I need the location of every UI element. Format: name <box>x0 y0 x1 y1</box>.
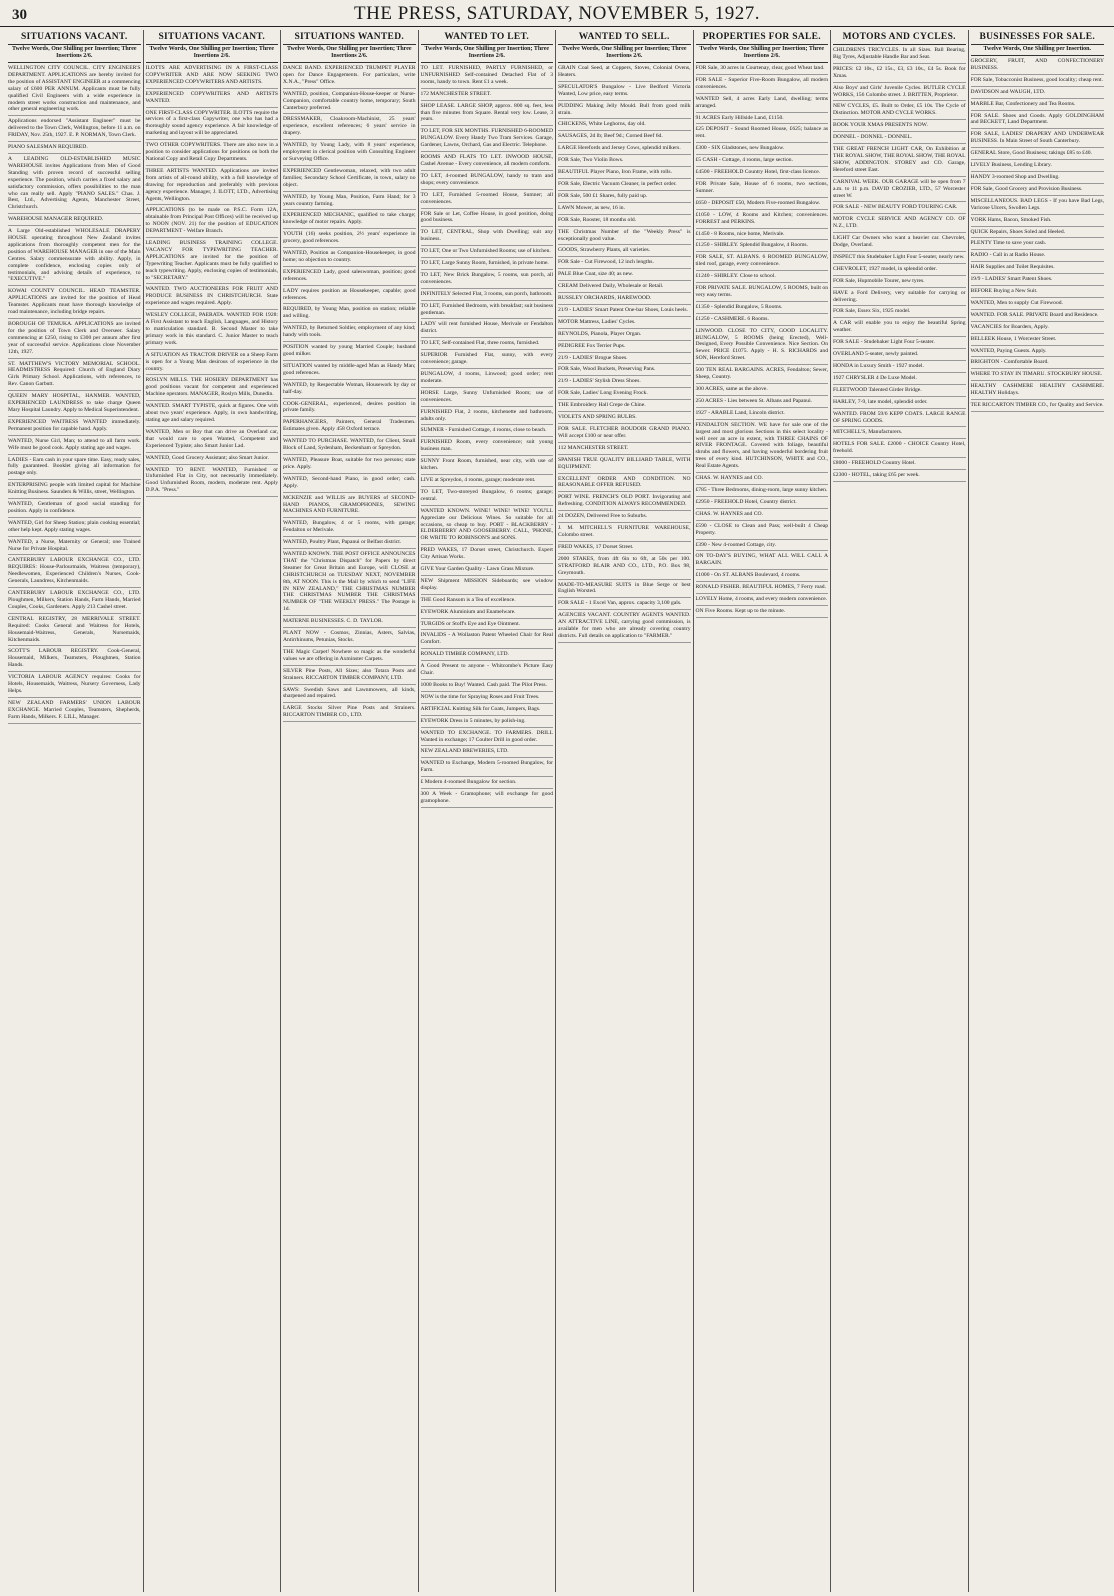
classified-ad: A Large Old-established WHOLESALE DRAPERY HOUSE operating throughout New Zealand invites applications from thoroughly competent men for the position of WAREHOUSE MANAGER in one of the Main Centres. Salary commensurate with ability. Apply, in complete confidence, enclosing copies only of testimonials, and advising details of experience, to "EXECUTIVE." <box>8 226 141 286</box>
classified-ad: PAPERHANGERS, Painters, General Tradesmen. Estimates given. Apply 458 Oxford terrace. <box>283 417 416 436</box>
classified-ad: THE Christmas Number of the "Weekly Press" is exceptionally good value. <box>558 227 691 246</box>
classified-ad: FENDALTON SECTION. WE have for sale one of the largest and most glorious Sections in this select locality - well over an acre in extent, with THREE CHAINS OF RIVER FRONTAGE. Covered with foliage, beautiful shrubs and flowers, and having wonderful bordering fruit trees of every kind. HUTCHINSON, WHITE and CO., Real Estate Agents. <box>696 420 829 473</box>
section-heading: PROPERTIES FOR SALE. <box>696 30 829 45</box>
column-5 <box>556 30 694 1592</box>
section-heading: SITUATIONS WANTED. <box>283 30 416 45</box>
classified-ad: £4500 - FREEHOLD Country Hotel, first-class licence. <box>696 167 829 179</box>
classified-ad: WANTED, a Nurse, Maternity or General; one Trained Nurse for Private Hospital. <box>8 537 141 556</box>
classified-ad: REYNOLDS, Pianola, Player Organ. <box>558 329 691 341</box>
classified-ad: TO LET, CENTRAL, Shop with Dwelling; suit any business. <box>421 227 554 246</box>
classified-ad: SHOP LEASE. LARGE SHOP, approx. 800 sq. feet, less than five minutes from Square. Rental very low. Lease, 3 years. <box>421 101 554 127</box>
classified-ad: GRAIN Coal Seed, at Coppers, Stoves, Colonial Ovens, Heaters. <box>558 63 691 82</box>
classified-ad: £1350 - Splendid Bungalow, 5 Rooms. <box>696 302 829 314</box>
classified-ad: WANTED, position, Companion-House-keeper or Nurse-Companion, comfortable country home, temporary; South Canterbury preferred. <box>283 89 416 115</box>
classified-ad: PLANT NOW - Cosmos, Zinnias, Asters, Salvias, Antirrhinums, Petunias, Stocks. <box>283 628 416 647</box>
classified-ad: TO LET, Furnished Bedroom, with breakfast; suit business gentleman. <box>421 301 554 320</box>
classified-ad: SILVER Pine Posts, All Sizes; also Totara Posts and Strainers. RICCARTON TIMBER COMPANY, LTD. <box>283 666 416 685</box>
classified-ad: THREE ARTISTS WANTED. Applications are invited from artists of all-round ability, with a full knowledge of drawing for reproduction and preferably with previous agency experience. Manager, J. ILOTT, LTD., Advertising Agents, Wellington. <box>146 166 279 206</box>
classified-ad: TO LET. FURNISHED, PARTLY FURNISHED, or UNFURNISHED Self-contained Detached Flat of 3 rooms, handy to town. Rent £1 a week. <box>421 63 554 89</box>
column-3 <box>281 30 419 1592</box>
classified-ad: WANTED, Gentleman of good social standing for position. Apply in confidence. <box>8 499 141 518</box>
classified-ad: ST. MATTHEW'S VICTORY MEMORIAL SCHOOL. HEADMISTRESS Required: Church of England Diary Girls Primary School. Applications, with references, to Rev. Canon Garbutt. <box>8 359 141 392</box>
classified-ad: RONALD FISHER. BEAUTIFUL HOMES, 7 Ferry road. <box>696 582 829 594</box>
classified-ad: MOTOR Mattress, Ladies' Cycles. <box>558 317 691 329</box>
classified-ad: FOR SALE - Studebaker Light Four 5-seater. <box>833 337 966 349</box>
classified-ad: BEAUTIFUL Player Piano, Iron Frame, with rolls. <box>558 167 691 179</box>
classified-ad: WANTED, Position as Companion-Housekeeper, in good home; no objection to country. <box>283 248 416 267</box>
classified-ad: ILOTTS ARE ADVERTISING IN A FIRST-CLASS COPYWRITER AND ARE NOW SEEKING TWO EXPERIENCED COPYWRITERS AND ARTISTS. <box>146 63 279 89</box>
classified-ad: AGENCIES VACANT. COUNTRY AGENTS WANTED. AN ATTRACTIVE LINE, carrying good commission, is available for men who are already covering country districts. Full details on application to "FARMER." <box>558 610 691 643</box>
classified-ad: APPLICATIONS (to be made on P.S.C. Form 12A, obtainable from Principal Post Offices) will be received up to NOON (NOV. 21) for the position of EDUCATION DEPARTMENT - Welfare Branch. <box>146 205 279 238</box>
classified-section <box>696 30 829 618</box>
classified-ad: FOR Sale, 30 acres in Courtenay, clear, good Wheat land. <box>696 63 829 75</box>
classified-ad: £ Modern 4-roomed Bungalow for section. <box>421 777 554 789</box>
classified-ad: TO LET, FOR SIX MONTHS. FURNISHED 6-ROOMED BUNGALOW. Every Handy Two Tram Services. Garage, Gardener, Lawns, Orchard, Gas and Electric. Telephone. <box>421 126 554 152</box>
classified-ad: THE Good Ransom is a Tea of excellence. <box>421 595 554 607</box>
classified-ad: RONALD TIMBER COMPANY, LTD. <box>421 649 554 661</box>
classified-ad: WANTED Sell, 4 acres Early Land, dwelling; terms arranged. <box>696 94 829 113</box>
classified-ad: WANTED TO RENT. WANTED, Furnished or Unfurnished Flat in City, not necessarily immediately. Good Unfurnished Room, modern, moderate rent. Apply D.P.A. "Press." <box>146 465 279 498</box>
classified-columns <box>6 30 1106 1592</box>
classified-ad: THE GREAT FRENCH LIGHT CAR, On Exhibition at THE ROYAL SHOW, THE ROYAL SHOW, THE ROYAL SHOW, ADDINGTON. STOREY and CO. Garage, Hereford street East. <box>833 144 966 177</box>
classified-ad: MATERNE BUSINESSES. C. D. TAYLOR. <box>283 616 416 628</box>
classified-ad: INSPECT this Studebaker Light Four 5-seater, nearly new. <box>833 252 966 264</box>
rate-notice: Twelve Words, One Shilling per Insertion; Three Insertions 2/6. <box>421 45 554 63</box>
classified-ad: EXPERIENCED WAITRESS WANTED immediately. Permanent position for capable hand. Apply. <box>8 417 141 436</box>
classified-ad: THE Embroidery Hall Crepe de Chine. <box>558 400 691 412</box>
classified-ad: RUSSLEY ORCHARDS, HAREWOOD. <box>558 293 691 305</box>
classified-ad: FOR Sale, Good Grocery and Provision Business. <box>971 184 1105 196</box>
classified-ad: BEFORE Buying a New Suit. <box>971 286 1105 298</box>
classified-ad: A Good Present to anyone - Whitcombe's Picture Easy Chair. <box>421 661 554 680</box>
classified-ad: SAUSAGES, 2d lb; Beef 9d.; Corned Beef 6d. <box>558 131 691 143</box>
classified-ad: BOOK YOUR XMAS PRESENTS NOW. <box>833 120 966 132</box>
classified-ad: 21/9 - LADIES' Stylish Dress Shoes. <box>558 376 691 388</box>
classified-ad: CHAS. W. HAYNES and CO. <box>696 473 829 485</box>
classified-ad: WESLEY COLLEGE, PAERATA. WANTED FOR 1928: A First Assistant to teach English, Languages, and History to matriculation standard. B. Second Master to take primary work in this standard. C. Junior Master to teach primary work. <box>146 310 279 350</box>
classified-ad: FOR SALE, ST. ALBANS. 6 ROOMED BUNGALOW, tiled roof, garage, every convenience. <box>696 252 829 271</box>
rate-notice: Twelve Words, One Shilling per Insertion; Three Insertions 2/6. <box>146 45 279 63</box>
classified-ad: 2000 STAKES, from 4ft 6in to 6ft, at 50s per 100. STRATFORD BLAIR AND CO., LTD., P.O. Box 98, Greymouth. <box>558 554 691 580</box>
section-heading: WANTED TO LET. <box>421 30 554 45</box>
column-1 <box>6 30 144 1592</box>
classified-ad: FLEETWOOD Talented Girder Bridge. <box>833 385 966 397</box>
classified-ad: TO LET, Two-storeyed Bungalow, 6 rooms; garage; central. <box>421 487 554 506</box>
classified-section <box>558 30 691 643</box>
classified-ad: £2300 - HOTEL, taking £65 per week. <box>833 470 966 482</box>
classified-ad: WANTED, by Returned Soldier, employment of any kind; handy with tools. <box>283 323 416 342</box>
classified-ad: £1050 - LOW, 4 Rooms and Kitchen; conveniences. FORREST and PERKINS. <box>696 210 829 229</box>
classified-ad: FOR Sale, Hupmobile Tourer, new tyres. <box>833 276 966 288</box>
classified-ad: CANTERBURY LABOUR EXCHANGE CO., LTD. REQUIRES: House-Parlourmaids, Waitress (temporary), Needlewomen, Experienced Children's Nurses, Cook-Generals, Laundress, Kitchenmaids. <box>8 555 141 588</box>
classified-ad: HEALTHY CASHMERE HEALTHY CASHMERE. HEALTHY Holidays. <box>971 381 1105 400</box>
classified-ad: 1000 Books to Buy! Wanted. Cash paid. The Pilot Press. <box>421 680 554 692</box>
classified-ad: 500 TEN REAL BARGAINS. ACRES, Fendalton; Sewer, Sheep, Country. <box>696 365 829 384</box>
classified-ad: QUICK Repairs, Shoes Soled and Heeled. <box>971 227 1105 239</box>
classified-ad: £5 CASH - Cottage, 4 rooms, large section. <box>696 155 829 167</box>
section-heading: BUSINESSES FOR SALE. <box>971 30 1105 45</box>
classified-ad: MARBLE Bar, Confectionery and Tea Rooms. <box>971 99 1105 111</box>
classified-ad: £1250 - CASHMERE. 6 Rooms. <box>696 314 829 326</box>
classified-ad: FOR SALE - Superior Five-Room Bungalow, all modern conveniences. <box>696 75 829 94</box>
classified-ad: WANTED, by Respectable Woman, Housework by day or half-day. <box>283 380 416 399</box>
classified-ad: EXCELLENT ORDER AND CONDITION. NO REASONABLE OFFER REFUSED. <box>558 474 691 493</box>
classified-ad: SCOTT'S LABOUR REGISTRY. Cook-General, Housemaid, Milkers, Teamsters, Ploughmen, Station Hands. <box>8 646 141 672</box>
classified-ad: £1250 - SHIRLEY. Splendid Bungalow, 4 Rooms. <box>696 240 829 252</box>
classified-ad: 21/9 - LADIES' Smart Patent One-bar Shoes, Louis heels. <box>558 305 691 317</box>
classified-ad: NEW CYCLES, £5. Built to Order, £5 10s. The Cycle of Distinction. MOTOR AND CYCLE WORKS. <box>833 101 966 120</box>
masthead <box>0 0 1114 27</box>
classified-ad: LOVELY Home, 4 rooms, and every modern convenience. <box>696 594 829 606</box>
classified-ad: INVALIDS - A Wollaston Patent Wheeled Chair for Real Comfort. <box>421 630 554 649</box>
classified-ad: £390 - New 4-roomed Cottage, city. <box>696 540 829 552</box>
classified-ad: A LEADING OLD-ESTABLISHED MUSIC WAREHOUSE invites Applications from Men of Good Standing with proven record of successful selling experience. The position, which carries a fixed salary and satisfactory commission, offers possibilities to the man who can really sell. Apply "PIANO SALES." Chas. J. Best, Ltd., Advertising Agents, Manchester Street, Christchurch. <box>8 154 141 214</box>
classified-ad: ONE FIRST-CLASS COPYWRITER. ILOTTS require the services of a first-class Copywriter, one who has had a thoroughly sound agency experience. A fair knowledge of marketing and layout will be appreciated. <box>146 108 279 141</box>
classified-ad: SUNNY Front Room, furnished, near city, with use of kitchen. <box>421 456 554 475</box>
classified-ad: CHEVROLET, 1927 model, in splendid order. <box>833 264 966 276</box>
classified-ad: 300 ACRES, same as the above. <box>696 384 829 396</box>
classified-ad: LIVE at Spreydon, 4 rooms, garage; moderate rent. <box>421 475 554 487</box>
classified-ad: 91 ACRES Early Hillside Land, £1150. <box>696 113 829 125</box>
classified-ad: ON TO-DAY'S BUYING, WHAT ALL WILL CALL A BARGAIN. <box>696 551 829 570</box>
classified-ad: FOR Sale, Tobacconist Business, good locality; cheap rent. <box>971 75 1105 87</box>
classified-ad: WANTED. FROM 59/6 KEPP COATS. LARGE RANGE OF SPRING GOODS. <box>833 409 966 428</box>
rate-notice: Twelve Words, One Shilling per Insertion; Three Insertions 2/6. <box>558 45 691 63</box>
classified-ad: ON Five Rooms. Kept up to the minute. <box>696 606 829 618</box>
classified-ad: VICTORIA LABOUR AGENCY requires: Cooks for Hotels, Housemaids, Waitress, Nursery Governess, Lady Helps. <box>8 672 141 698</box>
classified-ad: MCKENZIE and WILLIS are BUYERS of SECOND-HAND PIANOS, GRAMOPHONES, SEWING MACHINES AND FURNITURE. <box>283 493 416 519</box>
classified-ad: HAVE a Ford Delivery, very suitable for carrying or delivering. <box>833 288 966 307</box>
classified-ad: FURNISHED Room, every convenience; suit young business man. <box>421 437 554 456</box>
classified-ad: FOR Sale, Electric Vacuum Cleaner, in perfect order. <box>558 179 691 191</box>
classified-ad: WANTED TO PURCHASE. WANTED, for Client, Small Block of Land, Sydenham, Beckenham or Spreydon. <box>283 436 416 455</box>
classified-ad: WANTED, Girl for Sheep Station; plain cooking essential; other help kept. Apply stating wages. <box>8 518 141 537</box>
classified-ad: FOR Sale, 500 £1 Shares, fully paid up. <box>558 191 691 203</box>
classified-ad: WANTED to Exchange, Modern 5-roomed Bungalow, for Farm. <box>421 758 554 777</box>
classified-ad: YOUTH (16) seeks position, 2½ years' experience in grocery, good references. <box>283 229 416 248</box>
classified-section <box>971 30 1105 412</box>
classified-ad: MISCELLANEOUS. BAD LEGS - If you have Bad Legs, Varicose Ulcers, Swollen Legs. <box>971 196 1105 215</box>
classified-ad: PRED WAKES, 17 Dorset street, Christchurch. Expert City Artisan Works. <box>421 545 554 564</box>
classified-ad: £785 - Three Bedrooms, dining-room, large sunny kitchen. <box>696 485 829 497</box>
classified-ad: FOR SALE - NEW BEAUTY FORD TOURING CAR. <box>833 202 966 214</box>
classified-ad: 300 A Week - Gramophone; will exchange for good gramophone. <box>421 789 554 808</box>
rate-notice: Twelve Words, One Shilling per Insertion; Three Insertions 2/6. <box>8 45 141 63</box>
section-heading: SITUATIONS VACANT. <box>8 30 141 45</box>
classified-ad: NEW Shipment MISSION Sideboards; see window display. <box>421 576 554 595</box>
classified-ad: HORSE Large, Sunny Unfurnished Room; use of conveniences. <box>421 388 554 407</box>
classified-ad: 19/9 - LADIES' Smart Patent Shoes. <box>971 274 1105 286</box>
classified-ad: SITUATION wanted by middle-aged Man as Handy Man; good references. <box>283 361 416 380</box>
classified-ad: KOWAI COUNTY COUNCIL. HEAD TEAMSTER. APPLICATIONS are invited for the position of Head Teamster. Applicants must have thorough knowledge of road maintenance, including bridge repairs. <box>8 286 141 319</box>
classified-ad: WANTED, Men or Boy that can drive an Overland car, that would care to open Wanted, Competent and Experienced Typiste; also Smart Junior Lad. <box>146 427 279 453</box>
classified-ad: WANTED, Pleasure Boat, suitable for two persons; state price. Apply. <box>283 455 416 474</box>
classified-ad: WANTED. TWO AUCTIONEERS FOR FRUIT AND PRODUCE BUSINESS IN CHRISTCHURCH. State experience and wages required. Apply. <box>146 284 279 310</box>
classified-ad: HAIR Supplies and Toilet Requisites. <box>971 262 1105 274</box>
classified-ad: EYEWORK Aluminium and Enamelware. <box>421 607 554 619</box>
classified-ad: CHILDREN'S TRICYCLES. In all Sizes. Ball Bearing, Big Tyres, Adjustable Handle Bar and Seat. <box>833 45 966 64</box>
classified-ad: VACANCIES for Boarders, Apply. <box>971 322 1105 334</box>
classified-ad: ROOMS AND FLATS TO LET. INWOOD HOUSE, Cashel Avenue - Every convenience, all modern comforts. <box>421 152 554 171</box>
classified-ad: GIVE Your Garden Quality - Lawn Grass Mixture. <box>421 564 554 576</box>
classified-ad: WANTED, by Young Man, Position, Farm Hand; for 3 years country farming. <box>283 192 416 211</box>
classified-ad: THE Magic Carpet! Nowhere so magic as the wonderful values we are offering in Axminster Carpets. <box>283 647 416 666</box>
classified-ad: A CAR will enable you to enjoy the beautiful Spring weather. <box>833 318 966 337</box>
classified-ad: NEW ZEALAND FARMERS' UNION LABOUR EXCHANGE. Married Couples, Teamsters, Shepherds, Farm Hands, Milkers. F. LILL, Manager. <box>8 698 141 724</box>
classified-ad: £2950 - FREEHOLD Hotel, Country district. <box>696 497 829 509</box>
classified-ad: PRICES: £2 10s., £2 15s., £3, £3 10s., £4 5s. Book for Xmas. <box>833 64 966 83</box>
classified-ad: £8000 - FREEHOLD Country Hotel. <box>833 458 966 470</box>
classified-ad: LIVELY Business, Lending Library. <box>971 160 1105 172</box>
classified-ad: PALE Blue Coat, size 40; as new. <box>558 269 691 281</box>
classified-ad: TO LET, Furnished 5-roomed House, Sumner; all conveniences. <box>421 190 554 209</box>
column-2 <box>144 30 282 1592</box>
classified-ad: FOR Sale, Essex Six, 1925 model. <box>833 306 966 318</box>
classified-ad: FOR SALE, LADIES' DRAPERY AND UNDERWEAR BUSINESS. In Main Street of South Canterbury. <box>971 129 1105 148</box>
classified-ad: POSITION wanted by young Married Couple; husband good milker. <box>283 342 416 361</box>
classified-ad: CHAS. W. HAYNES and CO. <box>696 509 829 521</box>
classified-ad: PUDDING Making Jelly Mould. Bull from good milk strain. <box>558 101 691 120</box>
classified-ad: WELLINGTON CITY COUNCIL. CITY ENGINEER'S DEPARTMENT. APPLICATIONS are hereby invited for the position of ASSISTANT ENGINEER at a commencing salary of £600 PER ANNUM. Applicants must be fully qualified Civil Engineers with a wide experience in modern street works construction and maintenance, and other general engineering work. <box>8 63 141 116</box>
classified-ad: FOR SALE. Shoes and Goods. Apply GOLDINGHAM and BECKETT, Land Department. <box>971 111 1105 130</box>
classified-section <box>146 30 279 497</box>
classified-ad: CANTERBURY LABOUR EXCHANGE CO., LTD. Ploughmen, Milkers, Station Hands, Farm Hands, Married Couples, Cooks, Gardeners. Apply 213 Cashel street. <box>8 588 141 614</box>
classified-ad: TO LET, New Brick Bungalow, 5 rooms, sun porch, all conveniences. <box>421 270 554 289</box>
classified-ad: SPECULATOR'S Bungalow - Live Bedford Victoria Wanted, Low price, easy terms. <box>558 82 691 101</box>
classified-section <box>421 30 554 808</box>
classified-ad: EXPERIENCED MECHANIC, qualified to take charge; knowledge of motor repairs. Apply. <box>283 210 416 229</box>
classified-ad: DONNEL - DONNEL - DONNEL. <box>833 132 966 144</box>
classified-ad: WANTED, Good Grocery Assistant; also Smart Junior. <box>146 453 279 465</box>
classified-ad: TO LET, 4-roomed BUNGALOW, handy to tram and shops; every convenience. <box>421 171 554 190</box>
classified-ad: FOR Sale, Wood Buckets, Preserving Pans. <box>558 364 691 376</box>
classified-ad: J. M. MITCHELL'S FURNITURE WAREHOUSE, Colombo street. <box>558 523 691 542</box>
classified-ad: Also Boys' and Girls' Juvenile Cycles. BUTLER CYCLE WORKS, 156 Colombo street. J. BRITTEN, Proprietor. <box>833 83 966 102</box>
classified-ad: BRIGHTON - Comfortable Board. <box>971 357 1105 369</box>
classified-ad: LARGE Stocks Silver Pine Posts and Strainers. RICCARTON TIMBER CO., LTD. <box>283 703 416 722</box>
classified-ad: CHICKENS, White Leghorns, day old. <box>558 119 691 131</box>
classified-ad: CENTRAL REGISTRY, 28 MERRIVALE STREET. Required: Cooks General and Waitress for Hotels, Housemaid-Waitress, Generals, Nursemaids, Kitchenmaids. <box>8 614 141 647</box>
classified-ad: BUNGALOW, 4 rooms, Linwood; good order; rent moderate. <box>421 369 554 388</box>
classified-ad: WAREHOUSE MANAGER REQUIRED. <box>8 214 141 226</box>
classified-ad: ROSLYN MILLS. THE HOSIERY DEPARTMENT has good positions vacant for competent and experienced Machine operators. MANAGER, Roslyn Mills, Dunedin. <box>146 375 279 401</box>
classified-ad: MITCHELL'S, Manufacturers. <box>833 427 966 439</box>
classified-ad: WANTED, by Young Lady, with 8 years' experience, employment in clerical position with Consulting Engineer or Surveying Office. <box>283 140 416 166</box>
classified-ad: HONDA in Luxury Smith - 1927 model. <box>833 361 966 373</box>
newspaper-title: THE PRESS, SATURDAY, NOVEMBER 5, 1927. <box>354 3 760 24</box>
classified-ad: DAVIDSON and WAUGH, LTD. <box>971 87 1105 99</box>
classified-ad: £1240 - SHIRLEY. Close to school. <box>696 271 829 283</box>
classified-ad: WANTED, Bungalow, 4 or 5 rooms, with garage; Fendalton or Merivale. <box>283 518 416 537</box>
classified-ad: PLENTY Time to save your cash. <box>971 238 1105 250</box>
classified-ad: TURGIDS or Stoff's Eye and Eye Ointment. <box>421 619 554 631</box>
classified-ad: WANTED, Paying Guests. Apply. <box>971 346 1105 358</box>
classified-ad: LARGE Herefords and Jersey Cows, splendid milkers. <box>558 143 691 155</box>
classified-ad: PEDIGREE Fox Terrier Pups. <box>558 341 691 353</box>
classified-ad: HANDY 3-roomed Shop and Dwelling. <box>971 172 1105 184</box>
classified-ad: GENERAL Store, Good Business; takings £85 to £40. <box>971 148 1105 160</box>
classified-ad: LADIES - Earn cash in your spare time. Easy, ready sales, fully guaranteed. Booklet giving all information for postage only. <box>8 455 141 481</box>
classified-ad: WANTED KNOWN. THE POST OFFICE ANNOUNCES THAT the "Christmas Dispatch" for Papers by direct Steamer for Great Britain and Europe, will CLOSE at CHRISTCHURCH on TUESDAY NEXT, NOVEMBER 8th, AT NOON. This is the Mail by which to send "LIFE IN NEW ZEALAND," THE CHRISTMAS NUMBER THE CHRISTMAS NUMBER THE CHRISTMAS NUMBER OF "THE WEEKLY PRESS." The Postage is 1d. <box>283 549 416 616</box>
classified-ad: TWO OTHER COPYWRITERS. There are also now in a position to consider applications for positions on both the National Copy and Retail Copy Departments. <box>146 140 279 166</box>
column-7 <box>831 30 969 1592</box>
section-heading: MOTORS AND CYCLES. <box>833 30 966 45</box>
classified-ad: ARTIFICIAL Knitting Silk for Coats, Jumpers, Bags. <box>421 704 554 716</box>
classified-ad: SUPERIOR Furnished Flat, sunny, with every convenience; garage. <box>421 350 554 369</box>
classified-ad: PORT WINE. FRENCH'S OLD PORT. Invigorating and Refreshing. CONDITION ALWAYS RECOMMENDED. <box>558 492 691 511</box>
classified-ad: LIGHT Car Owners who want a heavier car. Chevrolet, Dodge, Overland. <box>833 233 966 252</box>
classified-ad: VIOLETS AND SPRING BULBS. <box>558 412 691 424</box>
classified-ad: 21/9 - LADIES' Brogue Shoes. <box>558 353 691 365</box>
classified-ad: WANTED TO EXCHANGE. TO FARMERS. DRILL Wanted in exchange; 17 Coulter Drill in good order. <box>421 728 554 747</box>
classified-ad: EXPERIENCED Gentlewoman, relaxed, with two adult families; Secondary School Certificate, in town, salary no object. <box>283 166 416 192</box>
classified-ad: SAWS: Swedish Saws and Lawnmowers, all kinds, sharpened and repaired. <box>283 685 416 704</box>
classified-ad: FOR Sale - Cut Firewood, 12 inch lengths. <box>558 257 691 269</box>
classified-ad: TEE RICCARTON TIMBER CO., for Quality and Service. <box>971 400 1105 412</box>
classified-section <box>8 30 141 724</box>
column-6 <box>694 30 832 1592</box>
classified-ad: FOR Sale, Ladies' Long Evening Frock. <box>558 388 691 400</box>
classified-ad: GROCERY, FRUIT, AND CONFECTIONERY BUSINESS. <box>971 56 1105 75</box>
classified-ad: CREAM Delivered Daily, Wholesale or Retail. <box>558 281 691 293</box>
classified-ad: EYEWORK Dress in 5 minutes, by polish-ing. <box>421 716 554 728</box>
classified-ad: LINWOOD. CLOSE TO CITY, GOOD LOCALITY. BUNGALOW, 5 ROOMS (being Erected), Well-Designed, Every Possible Convenience. Nice Section. On Sewer. PRICE £1075. Apply - H. S. RICHARDS and SON, Hereford Street. <box>696 326 829 366</box>
classified-ad: OVERLAND 5-seater, newly painted. <box>833 349 966 361</box>
classified-ad: NOW is the time for Spraying Roses and Fruit Trees. <box>421 692 554 704</box>
classified-ad: TO LET, One or Two Unfurnished Rooms; use of kitchen. <box>421 246 554 258</box>
classified-ad: TO LET, Self-contained Flat, three rooms, furnished. <box>421 338 554 350</box>
classified-ad: 1927 CHRYSLER 4 De Luxe Model. <box>833 373 966 385</box>
classified-ad: FOR Sale, Rooster, 18 months old. <box>558 215 691 227</box>
classified-ad: ENTERPRISING people with limited capital for Machine Knitting Business. Saunders & Willis, street, Wellington. <box>8 480 141 499</box>
rate-notice: Twelve Words, One Shilling per Insertion; Three Insertions 2/6. <box>283 45 416 63</box>
classified-ad: £590 - CLOSE to Clean and Pass; well-built 4 Cheap Property. <box>696 521 829 540</box>
classified-ad: 112 MANCHESTER STREET. <box>558 443 691 455</box>
classified-ad: WANTED, Poultry Plant, Papanui or Belfast district. <box>283 537 416 549</box>
classified-ad: WANTED, Nurse Girl, Man; to attend to all farm work. Wife must be good cook. Apply stating age and wages. <box>8 436 141 455</box>
classified-ad: SUMNER - Furnished Cottage, 4 rooms, close to beach. <box>421 425 554 437</box>
classified-ad: FURNISHED Flat, 2 rooms, kitchenette and bathroom, adults only. <box>421 407 554 426</box>
classified-ad: SPANISH TRUE QUALITY BILLIARD TABLE, WITH EQUIPMENT. <box>558 455 691 474</box>
classified-ad: FOR Private Sale, House of 6 rooms, two sections, Sumner. <box>696 179 829 198</box>
section-heading: WANTED TO SELL. <box>558 30 691 45</box>
column-8 <box>969 30 1107 1592</box>
classified-section <box>283 30 416 722</box>
classified-ad: £25 DEPOSIT - Sound Roomed House, £625; balance as rent. <box>696 124 829 143</box>
classified-ad: WANTED. FOR SALE. PRIVATE Board and Residence. <box>971 310 1105 322</box>
classified-ad: NEW ZEALAND BREWERIES, LTD. <box>421 746 554 758</box>
classified-ad: DRESSMAKER, Cloakroom-Machinist, 25 years' experience, excellent references; 6 years' service in drapery. <box>283 114 416 140</box>
classified-ad: 172 MANCHESTER STREET. <box>421 89 554 101</box>
classified-ad: WHERE TO STAY IN TIMARU. STOCKBURY HOUSE. <box>971 369 1105 381</box>
classified-section <box>833 30 966 482</box>
classified-ad: FRED WAKES, 17 Dorset Street. <box>558 542 691 554</box>
classified-ad: A SITUATION AS TRACTOR DRIVER on a Sheep Farm is open for a Young Man desirous of experience in the country. <box>146 350 279 376</box>
classified-ad: £1000 - On ST. ALBANS Boulevard, 4 rooms. <box>696 570 829 582</box>
classified-ad: FOR SALE - 1 Excel Van, approx. capacity 3,100 gals. <box>558 598 691 610</box>
classified-ad: TO LET, Large Sunny Room, furnished, in private home. <box>421 258 554 270</box>
classified-ad: HARLEY, 7-9, late model, splendid order. <box>833 397 966 409</box>
rate-notice: Twelve Words, One Shilling per Insertion; Three Insertions 2/6. <box>696 45 829 63</box>
classified-ad: BELLEEK House, 1 Worcester Street. <box>971 334 1105 346</box>
classified-ad: DANCE BAND. EXPERIENCED TRUMPET PLAYER open for Dance Engagements. For particulars, write X.N.A., "Press" Office. <box>283 63 416 89</box>
classified-ad: £650 - DEPOSIT £50, Modern Five-roomed Bungalow. <box>696 198 829 210</box>
classified-ad: EXPERIENCED Lady, good saleswoman, position; good references. <box>283 267 416 286</box>
rate-notice: Twelve Words, One Shilling per Insertion. <box>971 45 1105 56</box>
page-number: 30 <box>12 7 27 23</box>
classified-ad: QUEEN MARY HOSPITAL, HANMER. WANTED, EXPERIENCED LAUNDRESS to take charge Queen Mary Hospital Laundry. Apply to Medical Superintendent. <box>8 391 141 417</box>
classified-ad: LAWN Mower, as new, 16 in. <box>558 203 691 215</box>
classified-ad: 250 ACRES - Lies between St. Albans and Papanui. <box>696 396 829 408</box>
classified-ad: GOODS, Strawberry Plants, all varieties. <box>558 245 691 257</box>
classified-ad: WANTED, Second-hand Piano, in good order; cash. Apply. <box>283 474 416 493</box>
classified-ad: EXPERIENCED COPYWRITERS AND ARTISTS WANTED. <box>146 89 279 108</box>
classified-ad: FOR SALE. FLETCHER BOUDOIR GRAND PIANO. Will accept £100 or near offer. <box>558 424 691 443</box>
classified-ad: MADE-TO-MEASURE SUITS in Blue Serge or best English Worsted. <box>558 580 691 599</box>
classified-ad: LEADING BUSINESS TRAINING COLLEGE. VACANCY FOR TYPEWRITING TEACHER. APPLICATIONS are invited for the position of Typewriting Teacher. Applicants must be fully qualified to teach typewriting. Apply, enclosing copies of testimonials, to "SECRETARY." <box>146 238 279 284</box>
classified-ad: MOTOR CYCLE SERVICE AND AGENCY CO. OF N.Z., LTD. <box>833 214 966 233</box>
classified-ad: YORK Hams, Bacon, Smoked Fish. <box>971 215 1105 227</box>
classified-ad: BOROUGH OF TEMUKA. APPLICATIONS are invited for the position of Town Clerk and Overseer. Salary commencing at £250, rising to £300 per annum after first year of successful service. Applications close November 12th, 1927. <box>8 319 141 359</box>
classified-ad: WANTED, Men to supply Cut Firewood. <box>971 298 1105 310</box>
section-heading: SITUATIONS VACANT. <box>146 30 279 45</box>
classified-ad: INFINITELY Selected Flat, 3 rooms, sun porch, bathroom. <box>421 289 554 301</box>
classified-ad: RADIO - Call in at Radio House. <box>971 250 1105 262</box>
classified-ad: £1450 - 8 Rooms, nice home, Merivale. <box>696 229 829 241</box>
classified-ad: REQUIRED, by Young Man, position on station; reliable and willing. <box>283 304 416 323</box>
classified-ad: HOTELS FOR SALE. £2000 - CHOICE Country Hotel, freehold. <box>833 439 966 458</box>
classified-ad: 24 DOZEN, Delivered Free to Suburbs. <box>558 511 691 523</box>
classified-ad: COOK-GENERAL, experienced, desires position in private family. <box>283 399 416 418</box>
classified-ad: WANTED. SMART TYPISTE, quick at figures. One with about two years' experience. Apply, in own handwriting, stating age and salary required. <box>146 401 279 427</box>
column-4 <box>419 30 557 1592</box>
classified-ad: WANTED KNOWN. WINE! WINE! WINE! YOU'LL Appreciate our Delicious Wines. So suitable for all occasions, so cheap to buy. PORT - BLACKBERRY - ELDERBERRY AND GOOSEBERRY. CALL, 'PHONE, OR WRITE TO ROBINSON'S and SONS. <box>421 506 554 546</box>
classified-ad: PIANO SALESMAN REQUIRED. <box>8 142 141 154</box>
classified-ad: FOR Sale or Let, Coffee House, in good position, doing good business. <box>421 209 554 228</box>
classified-ad: LADY requires position as Housekeeper, capable; good references. <box>283 286 416 305</box>
classified-ad: 1927 - ARABLE Land, Lincoln district. <box>696 408 829 420</box>
classified-ad: FOR Sale, Two Violin Bows. <box>558 155 691 167</box>
classified-ad: CARNIVAL WEEK. OUR GARAGE will be open from 7 a.m. to 11 p.m. DAVID CROZIER, LTD., 57 Worcester street W. <box>833 177 966 203</box>
classified-ad: LADY will rent furnished House, Merivale or Fendalton district. <box>421 319 554 338</box>
classified-ad: FOR PRIVATE SALE. BUNGALOW, 5 ROOMS, built on very easy terms. <box>696 283 829 302</box>
classified-ad: £300 - SIX Gladstones, new Bungalow. <box>696 143 829 155</box>
classified-ad: Applications endorsed "Assistant Engineer" must be delivered to the Town Clerk, Wellington, before 11 a.m. on FRIDAY, Nov. 25th, 1927. E. P. NORMAN, Town Clerk. <box>8 116 141 142</box>
